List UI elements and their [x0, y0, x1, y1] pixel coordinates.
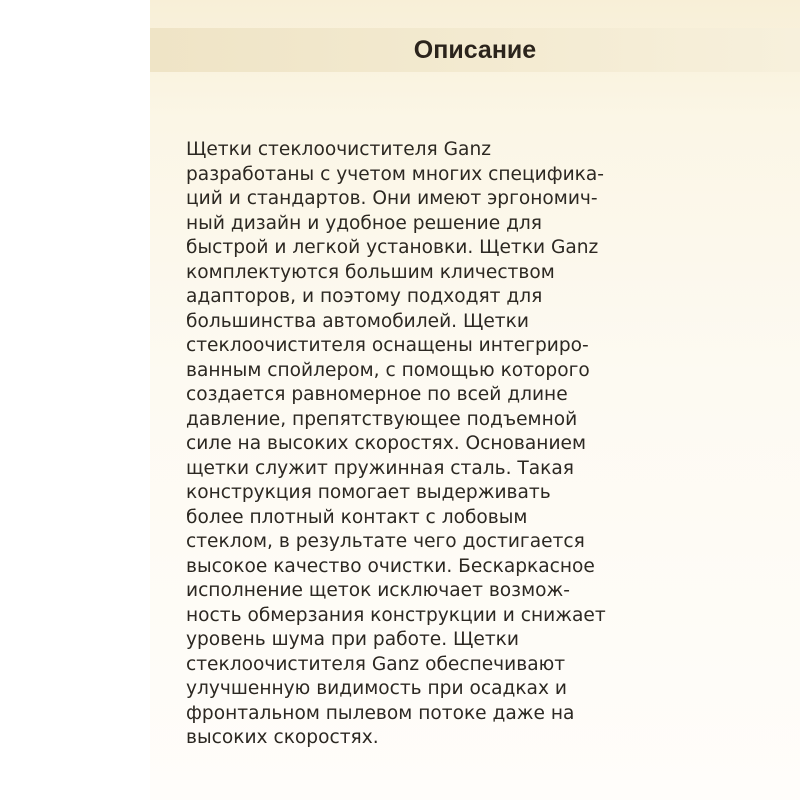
- description-line: конструкция помогает выдерживать: [186, 482, 551, 503]
- description-text: [186, 138, 606, 751]
- description-line: высоких скоростях.: [186, 727, 379, 748]
- description-line: создается равномерное по всей длине: [186, 384, 568, 405]
- description-line: уровень шума при работе. Щетки: [186, 629, 519, 650]
- description-line: стеклоочистителя оснащены интегриро-: [186, 335, 589, 356]
- description-line: стеклом, в результате чего достигается: [186, 531, 585, 552]
- description-line: ность обмерзания конструкции и снижает: [186, 604, 606, 626]
- description-line: ций и стандартов. Они имеют эргономич-: [186, 188, 598, 209]
- description-line: исполнение щеток исключает возмож-: [186, 580, 570, 601]
- description-line: комплектуются большим кличеством: [186, 261, 555, 283]
- description-line: улучшенную видимость при осадках и: [186, 678, 567, 699]
- description-line: фронтальном пылевом потоке даже на: [186, 702, 575, 724]
- description-line: более плотный контакт с лобовым: [186, 506, 528, 528]
- description-line: стеклоочистителя Ganz обеспечивают: [186, 653, 566, 675]
- description-line: разработаны с учетом многих специфика-: [186, 163, 605, 185]
- description-line: большинства автомобилей. Щетки: [186, 310, 529, 332]
- description-line: быстрой и легкой установки. Щетки Ganz: [186, 237, 599, 258]
- description-line: высокое качество очистки. Бескаркасное: [186, 555, 595, 577]
- page-title: Описание: [413, 36, 537, 64]
- description-line: щетки служит пружинная сталь. Такая: [186, 457, 574, 479]
- description-line: ный дизайн и удобное решение для: [186, 212, 542, 234]
- description-line: давление, препятствующее подъемной: [186, 408, 578, 430]
- description-line: адапторов, и поэтому подходят для: [186, 286, 543, 307]
- description-line: силе на высоких скоростях. Основанием: [186, 433, 586, 454]
- description-line: ванным спойлером, с помощью которого: [186, 359, 590, 381]
- description-line: Щетки стеклоочистителя Ganz: [186, 139, 491, 160]
